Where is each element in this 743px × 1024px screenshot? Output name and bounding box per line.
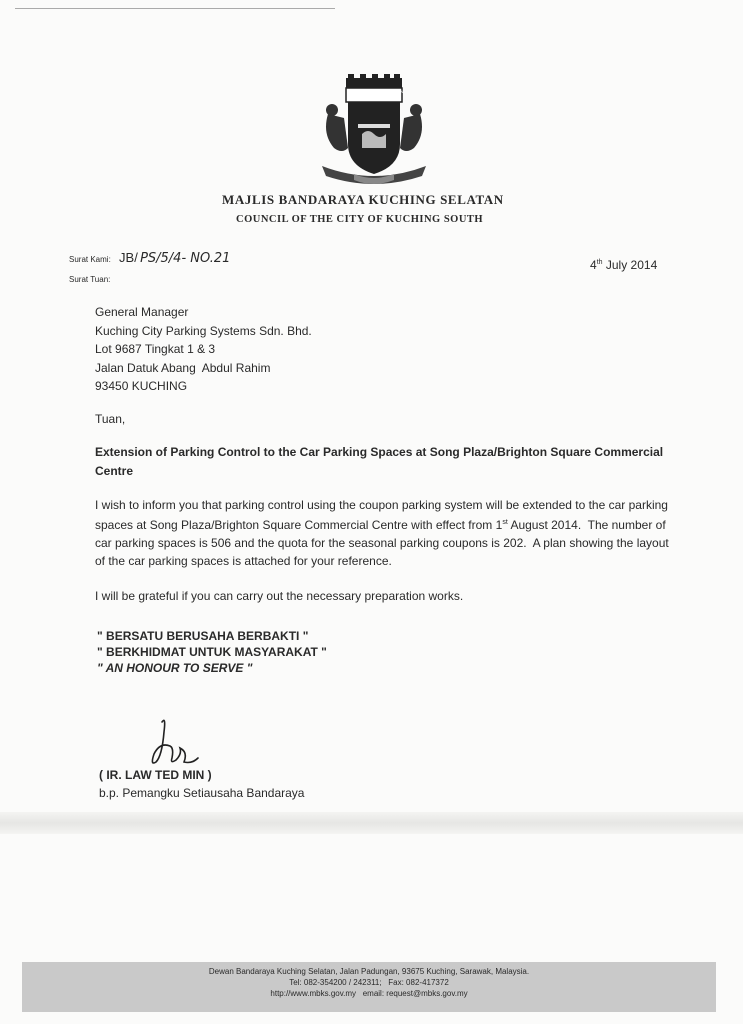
- org-name-english: COUNCIL OF THE CITY OF KUCHING SOUTH: [236, 214, 484, 225]
- motto-block: [97, 628, 327, 676]
- recipient-line: Kuching City Parking Systems Sdn. Bhd.: [95, 323, 312, 338]
- our-reference-label: Surat Kami:: [69, 255, 111, 264]
- recipient-line: Lot 9687 Tingkat 1 & 3: [95, 342, 216, 356]
- date-month-year: July 2014: [605, 258, 658, 272]
- recipient-line: General Manager: [95, 305, 189, 319]
- letterhead-footer: [22, 962, 716, 1012]
- our-reference-printed: JB/: [119, 250, 138, 265]
- body-paragraph-1-part-a: I wish to inform you that parking control using the coupon parking system will be extended to the car parking spaces at Song Plaza/Brighton Square Commercial Centre with effect from 1: [95, 498, 668, 532]
- motto-line: " BERKHIDMAT UNTUK MASYARAKAT ": [97, 645, 327, 659]
- org-name-malay: MAJLIS BANDARAYA KUCHING SELATAN: [222, 192, 504, 207]
- footer-phone: Tel: 082-354200 / 242311; Fax: 082-417372: [289, 978, 449, 987]
- your-reference: [69, 275, 110, 284]
- scan-edge-line: [15, 8, 335, 9]
- your-reference-label: Surat Tuan:: [69, 275, 111, 284]
- footer-address: Dewan Bandaraya Kuching Selatan, Jalan Padungan, 93675 Kuching, Sarawak, Malaysia.: [208, 967, 530, 976]
- date-day: 4: [590, 258, 597, 272]
- signatory-name: ( IR. LAW TED MIN ): [99, 768, 212, 782]
- body-paragraph-1-part-b: August 2014. The number of car parking spaces is 506 and the quota for the seasonal parking coupons is 202. A plan showing the layout of the car parking spaces is attached for your reference.: [95, 518, 673, 568]
- date-suffix: th: [596, 259, 603, 266]
- motto-line: " AN HONOUR TO SERVE ": [97, 661, 253, 675]
- crest-text: BANDARAYA KUCHING SELATAN: [348, 90, 404, 94]
- signatory-title: b.p. Pemangku Setiausaha Bandaraya: [99, 786, 305, 800]
- recipient-address: [95, 303, 312, 396]
- motto-line: " BERSATU BERUSAHA BERBAKTI ": [97, 629, 309, 643]
- our-reference-handwritten: PS/5/4- NO.21: [140, 251, 231, 266]
- signature-icon: [148, 712, 208, 772]
- recipient-line: 93450 KUCHING: [95, 379, 188, 393]
- body-paragraph-1-sup: st: [502, 519, 508, 526]
- our-reference: [69, 250, 230, 266]
- scan-fold-band: [0, 812, 743, 834]
- body-paragraph-2: I will be grateful if you can carry out the necessary preparation works.: [95, 589, 464, 603]
- recipient-line: Jalan Datuk Abang Abdul Rahim: [95, 360, 271, 375]
- footer-contact: http://www.mbks.gov.my email: request@mbks.gov.my: [270, 989, 468, 998]
- salutation: Tuan,: [95, 412, 126, 426]
- body-paragraph-1: [95, 496, 675, 570]
- subject-line: Extension of Parking Control to the Car Parking Spaces at Song Plaza/Brighton Square Commercial Centre: [95, 445, 664, 478]
- letter-date: [590, 258, 657, 272]
